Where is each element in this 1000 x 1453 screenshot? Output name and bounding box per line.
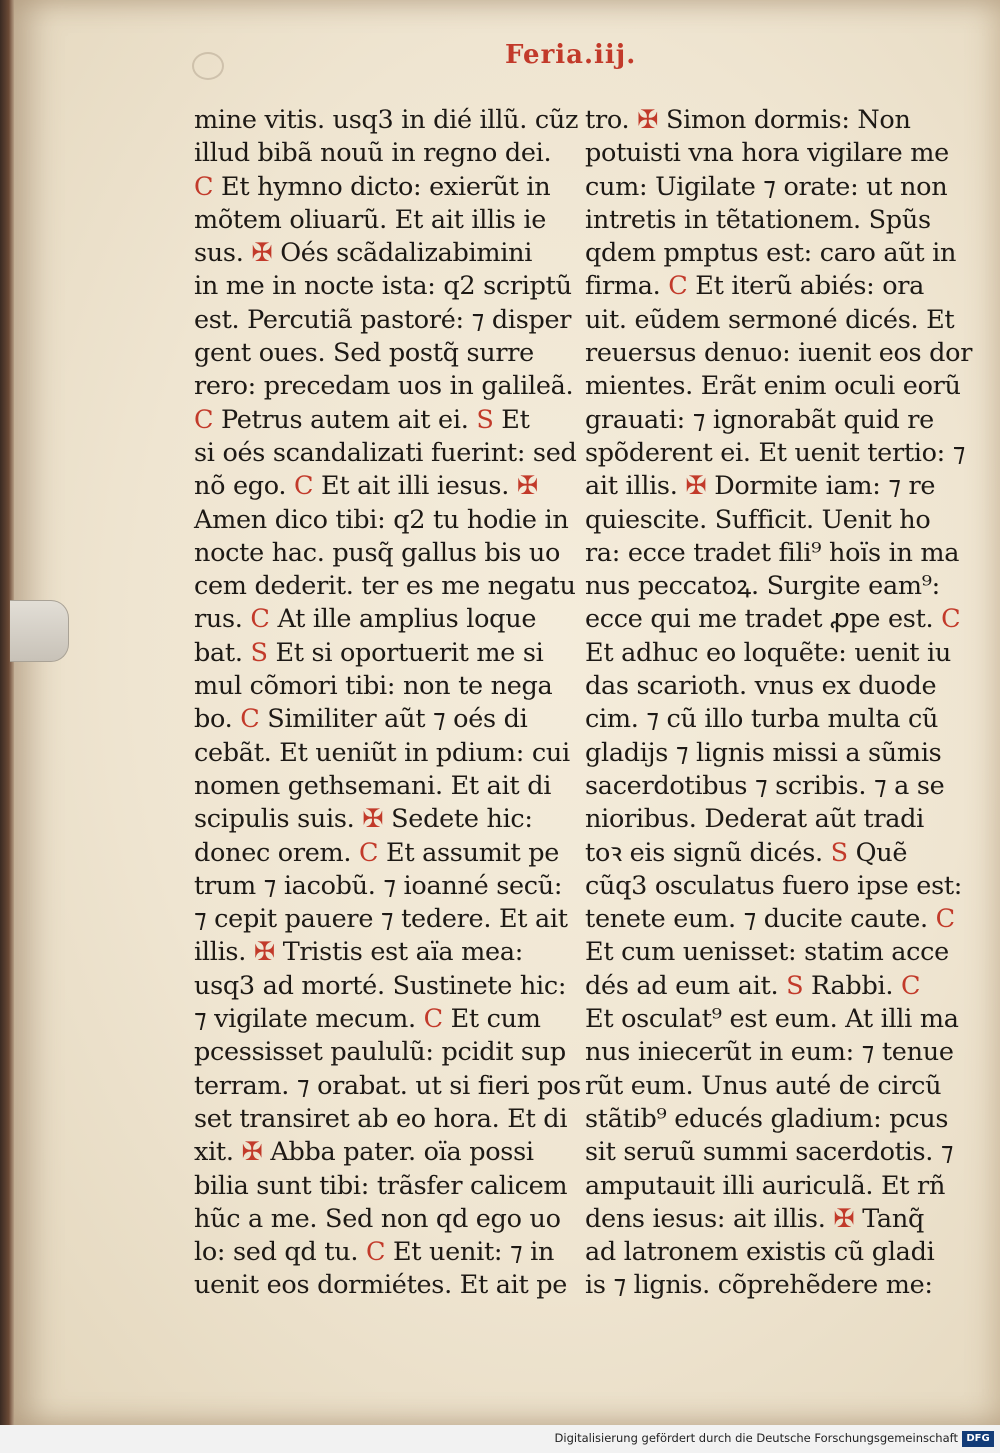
- text-line: potuisti vna hora vigilare me: [585, 138, 949, 169]
- text-line: ad latronem existis cũ gladi: [585, 1237, 935, 1268]
- cross-icon: ✠: [685, 471, 707, 502]
- text-line: xit. ✠ Abba pater. oïa possi: [194, 1137, 534, 1168]
- text-line: quiescite. Sufficit. Uenit ho: [585, 504, 931, 535]
- text-line: tenete eum. ⁊ ducite caute. C: [585, 904, 955, 935]
- text-line: mul cõmori tibi: non te nega: [194, 671, 553, 702]
- rubric-mark: C: [423, 1004, 443, 1035]
- text-line: gent oues. Sed postq̃ surre: [194, 338, 534, 369]
- text-line: gladijs ⁊ lignis missi a sũmis: [585, 737, 942, 768]
- text-line: rus. C At ille amplius loque: [194, 604, 537, 635]
- footer-credit: Digitalisierung gefördert durch die Deutsche Forschungsgemeinschaft: [554, 1431, 958, 1445]
- text-line: dens iesus: ait illis. ✠ Tanq̃: [585, 1203, 924, 1234]
- text-line: Amen dico tibi: q2 tu hodie in: [194, 504, 569, 535]
- cross-icon: ✠: [362, 804, 384, 835]
- text-line: cim. ⁊ cũ illo turba multa cũ: [585, 704, 939, 735]
- text-line: ecce qui me tradet ꝓpe est. C: [585, 604, 961, 635]
- text-line: dés ad eum ait. S Rabbi. C: [585, 970, 921, 1001]
- text-line: is ⁊ lignis. cõprehẽdere me:: [585, 1270, 933, 1301]
- text-line: nus peccatoꝝ. Surgite eam⁹:: [585, 571, 940, 602]
- rubric-mark: C: [194, 404, 214, 435]
- rubric-mark: C: [294, 471, 314, 502]
- cross-icon: ✠: [251, 238, 273, 269]
- text-line: ⁊ vigilate mecum. C Et cum: [194, 1004, 541, 1035]
- text-line: nocte hac. pusq̃ gallus bis uo: [194, 537, 561, 568]
- text-line: mõtem oliuarũ. Et ait illis ie: [194, 204, 547, 235]
- text-line: illud bibã nouũ in regno dei.: [194, 138, 552, 169]
- text-line: reuersus denuo: iuenit eos dor: [585, 338, 973, 369]
- text-line: lo: sed qd tu. C Et uenit: ⁊ in: [194, 1237, 555, 1268]
- text-line: est. Percutiã pastoré: ⁊ disper: [194, 304, 572, 335]
- text-line: bilia sunt tibi: trãsfer calicem: [194, 1170, 568, 1201]
- text-line: firma. C Et iterũ abiés: ora: [585, 271, 925, 302]
- text-line: amputauit illi auriculã. Et rñ: [585, 1170, 946, 1201]
- text-line: pcessisset paululũ: pcidit sup: [194, 1037, 566, 1068]
- text-line: si oés scandalizati fuerint: sed: [194, 437, 577, 468]
- text-line: tro. ✠ Simon dormis: Non: [585, 105, 911, 135]
- page-stain: [192, 52, 224, 80]
- left-text-column: [194, 104, 581, 1303]
- text-line: nioribus. Dederat aũt tradi: [585, 804, 925, 835]
- text-line: sit seruũ summi sacerdotis. ⁊: [585, 1137, 954, 1168]
- text-line: grauati: ⁊ ignorabãt quid re: [585, 404, 934, 435]
- text-line: toꝛ eis signũ dicés. S Quẽ: [585, 837, 908, 868]
- cross-icon: ✠: [833, 1203, 855, 1234]
- text-line: qdem pmptus est: caro aũt in: [585, 238, 957, 269]
- rubric-mark: C: [365, 1237, 386, 1268]
- text-line: mientes. Erãt enim oculi eorũ: [585, 371, 961, 402]
- text-line: bat. S Et si oportuerit me si: [194, 637, 544, 668]
- text-line: nõ ego. C Et ait illi iesus. ✠: [194, 471, 538, 502]
- page-heading: Feria.iij.: [505, 40, 637, 70]
- rubric-mark: S: [830, 837, 848, 868]
- text-line: donec orem. C Et assumit pe: [194, 837, 560, 868]
- text-line: bo. C Similiter aũt ⁊ oés di: [194, 704, 528, 735]
- footer-bar: [0, 1425, 1000, 1453]
- cross-icon: ✠: [516, 471, 538, 502]
- text-line: mine vitis. usq3 in dié illũ. cũz: [194, 105, 579, 135]
- cross-icon: ✠: [241, 1137, 263, 1168]
- text-line: stãtib⁹ educés gladium: pcus: [585, 1103, 949, 1134]
- rubric-mark: C: [250, 604, 270, 635]
- text-line: C Petrus autem ait ei. S Et: [194, 404, 530, 435]
- rubric-mark: S: [786, 970, 804, 1001]
- text-line: usq3 ad morté. Sustinete hic:: [194, 970, 567, 1001]
- page-tab-marker: [10, 600, 69, 662]
- text-line: uenit eos dormiétes. Et ait pe: [194, 1270, 568, 1301]
- cross-icon: ✠: [637, 105, 659, 135]
- text-line: nomen gethsemani. Et ait di: [194, 770, 552, 801]
- text-line: set transiret ab eo hora. Et di: [194, 1103, 568, 1134]
- text-line: rũt eum. Unus auté de circũ: [585, 1070, 942, 1101]
- text-line: hũc a me. Sed non qd ego uo: [194, 1203, 561, 1234]
- rubric-mark: C: [900, 970, 921, 1001]
- rubric-mark: C: [240, 704, 260, 735]
- rubric-mark: S: [476, 404, 494, 435]
- rubric-mark: C: [935, 904, 955, 935]
- text-line: cum: Uigilate ⁊ orate: ut non: [585, 171, 948, 202]
- text-line: illis. ✠ Tristis est aïa mea:: [194, 937, 524, 968]
- rubric-mark: C: [194, 171, 214, 202]
- text-line: spõderent ei. Et uenit tertio: ⁊: [585, 437, 966, 468]
- text-line: trum ⁊ iacobũ. ⁊ ioanné secũ:: [194, 870, 563, 901]
- text-line: Et adhuc eo loquẽte: uenit iu: [585, 637, 951, 668]
- text-line: intretis in tẽtationem. Spũs: [585, 204, 931, 235]
- text-line: sacerdotibus ⁊ scribis. ⁊ a se: [585, 770, 945, 801]
- text-line: cebãt. Et ueniũt in pdium: cui: [194, 737, 570, 768]
- text-line: sus. ✠ Oés scãdalizabimini: [194, 238, 533, 269]
- text-line: cũq3 osculatus fuero ipse est:: [585, 870, 963, 901]
- text-line: Et osculat⁹ est eum. At illi ma: [585, 1004, 959, 1035]
- text-line: ⁊ cepit pauere ⁊ tedere. Et ait: [194, 904, 568, 935]
- text-line: das scarioth. vnus ex duode: [585, 671, 937, 702]
- rubric-mark: S: [250, 637, 268, 668]
- text-line: cem dederit. ter es me negatu: [194, 571, 576, 602]
- cross-icon: ✠: [253, 937, 275, 968]
- text-line: nus iniecerũt in eum: ⁊ tenue: [585, 1037, 954, 1068]
- text-line: Et cum uenisset: statim acce: [585, 937, 949, 968]
- text-line: rero: precedam uos in galileã.: [194, 371, 574, 402]
- text-line: terram. ⁊ orabat. ut si fieri pos: [194, 1070, 581, 1101]
- text-line: in me in nocte ista: q2 scriptũ: [194, 271, 572, 302]
- rubric-mark: C: [668, 271, 688, 302]
- rubric-mark: C: [359, 837, 379, 868]
- text-line: C Et hymno dicto: exierũt in: [194, 171, 551, 202]
- rubric-mark: C: [941, 604, 961, 635]
- text-line: ra: ecce tradet fili⁹ hoïs in ma: [585, 537, 960, 568]
- text-line: ait illis. ✠ Dormite iam: ⁊ re: [585, 471, 936, 502]
- right-text-column: [585, 104, 973, 1303]
- text-line: uit. eũdem sermoné dicés. Et: [585, 304, 955, 335]
- text-line: scipulis suis. ✠ Sedete hic:: [194, 804, 533, 835]
- dfg-logo: DFG: [962, 1431, 994, 1447]
